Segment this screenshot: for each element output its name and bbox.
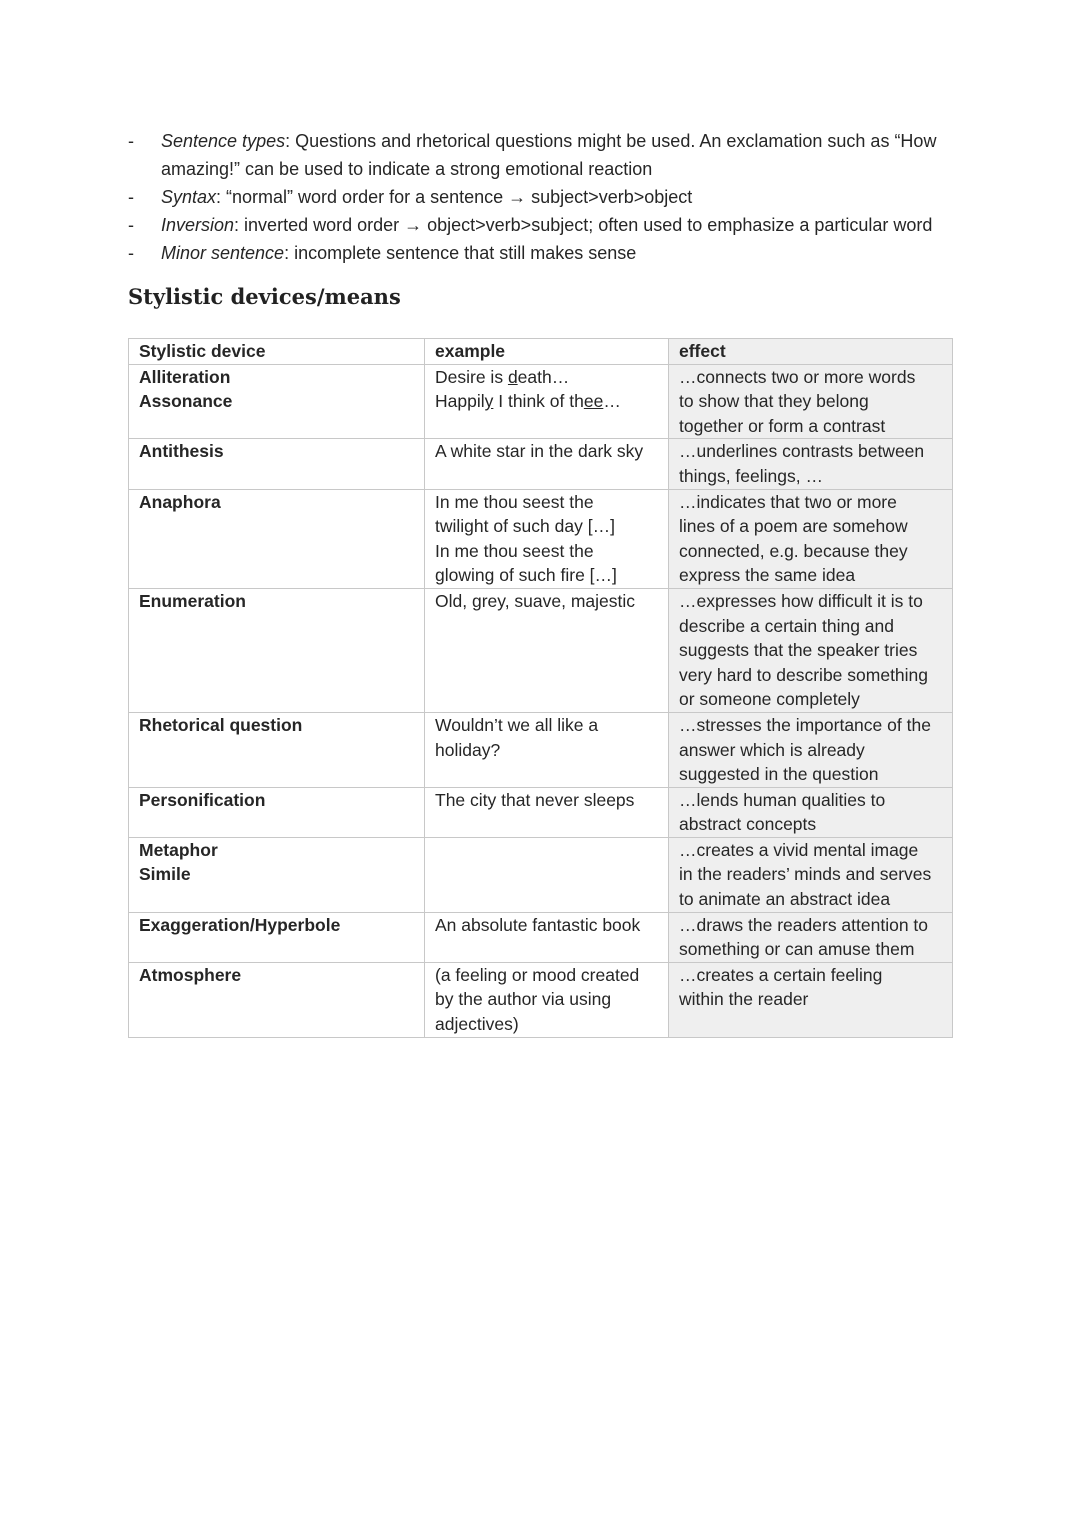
table-row <box>129 912 953 962</box>
header-example: example <box>425 339 669 365</box>
effect-cell: …draws the readers attention to something or can amuse them <box>669 912 953 962</box>
section-title: Stylistic devices/means <box>128 284 401 309</box>
header-effect: effect <box>669 339 953 365</box>
device-cell: Atmosphere <box>129 962 425 1037</box>
table-row <box>129 962 953 1037</box>
example-cell: An absolute fantastic book <box>425 912 669 962</box>
bullet-term: Inversion <box>161 215 235 235</box>
underlined-letter: y <box>484 391 494 412</box>
bullet-list <box>120 127 960 267</box>
table-row <box>129 712 953 787</box>
table-header-row <box>129 339 953 365</box>
bullet-sentence-types: - Sentence types: Questions and rhetorical questions might be used. An exclamation such as “How amazing!” can be used to indicate a strong emotional reaction <box>128 131 937 179</box>
table-row <box>129 588 953 712</box>
example-cell <box>425 837 669 912</box>
table-row <box>129 787 953 837</box>
effect-cell: …creates a vivid mental image in the readers’ minds and serves to animate an abstract idea <box>669 837 953 912</box>
table-row <box>129 364 953 439</box>
bullet-minor-sentence: - Minor sentence: incomplete sentence that still makes sense <box>128 243 637 263</box>
example-cell: Wouldn’t we all like a holiday? <box>425 712 669 787</box>
example-cell: The city that never sleeps <box>425 787 669 837</box>
effect-cell: …indicates that two or more lines of a poem are somehow connected, e.g. because they express the same idea <box>669 489 953 588</box>
device-cell: Personification <box>129 787 425 837</box>
bullet-text: : “normal” word order for a sentence → subject>verb>object <box>216 187 693 207</box>
bullet-syntax: - Syntax: “normal” word order for a sentence → subject>verb>object <box>128 187 693 207</box>
example-cell: In me thou seest the twilight of such day […] In me thou seest the glowing of such fire […] <box>425 489 669 588</box>
effect-cell: …expresses how difficult it is to describe a certain thing and suggests that the speaker tries very hard to describe something or someone completely <box>669 588 953 712</box>
example-cell: Old, grey, suave, majestic <box>425 588 669 712</box>
device-cell: Exaggeration/Hyperbole <box>129 912 425 962</box>
underlined-letter: d <box>507 366 518 387</box>
bullet-term: Sentence types <box>161 131 286 151</box>
bullet-term: Minor sentence <box>161 243 285 263</box>
table-row <box>129 489 953 588</box>
bullet-text: : inverted word order → object>verb>subject; often used to emphasize a particular word <box>234 215 933 235</box>
example-cell: Desire is death… Happily I think of thee… <box>425 364 669 439</box>
effect-cell: …stresses the importance of the answer which is already suggested in the question <box>669 712 953 787</box>
device-cell: Alliteration Assonance <box>129 364 425 439</box>
effect-cell: …underlines contrasts between things, feelings, … <box>669 439 953 489</box>
bullet-text: : Questions and rhetorical questions might be used. An exclamation such as “How amazing!” can be used to indicate a strong emotional reaction <box>161 131 937 179</box>
table-row <box>129 837 953 912</box>
device-cell: Enumeration <box>129 588 425 712</box>
example-cell: A white star in the dark sky <box>425 439 669 489</box>
device-cell: Antithesis <box>129 439 425 489</box>
device-cell: Rhetorical question <box>129 712 425 787</box>
header-device: Stylistic device <box>129 339 425 365</box>
effect-cell: …creates a certain feeling within the reader <box>669 962 953 1037</box>
stylistic-devices-table <box>128 338 953 1038</box>
bullet-term: Syntax <box>161 187 217 207</box>
bullet-inversion: - Inversion: inverted word order → object>verb>subject; often used to emphasize a particular word <box>128 215 933 235</box>
effect-cell: …connects two or more words to show that they belong together or form a contrast <box>669 364 953 439</box>
underlined-letter: ee <box>583 391 604 412</box>
device-cell: Anaphora <box>129 489 425 588</box>
example-cell: (a feeling or mood created by the author via using adjectives) <box>425 962 669 1037</box>
table-row <box>129 439 953 489</box>
effect-cell: …lends human qualities to abstract concepts <box>669 787 953 837</box>
bullet-text: : incomplete sentence that still makes sense <box>284 243 637 263</box>
device-cell: Metaphor Simile <box>129 837 425 912</box>
